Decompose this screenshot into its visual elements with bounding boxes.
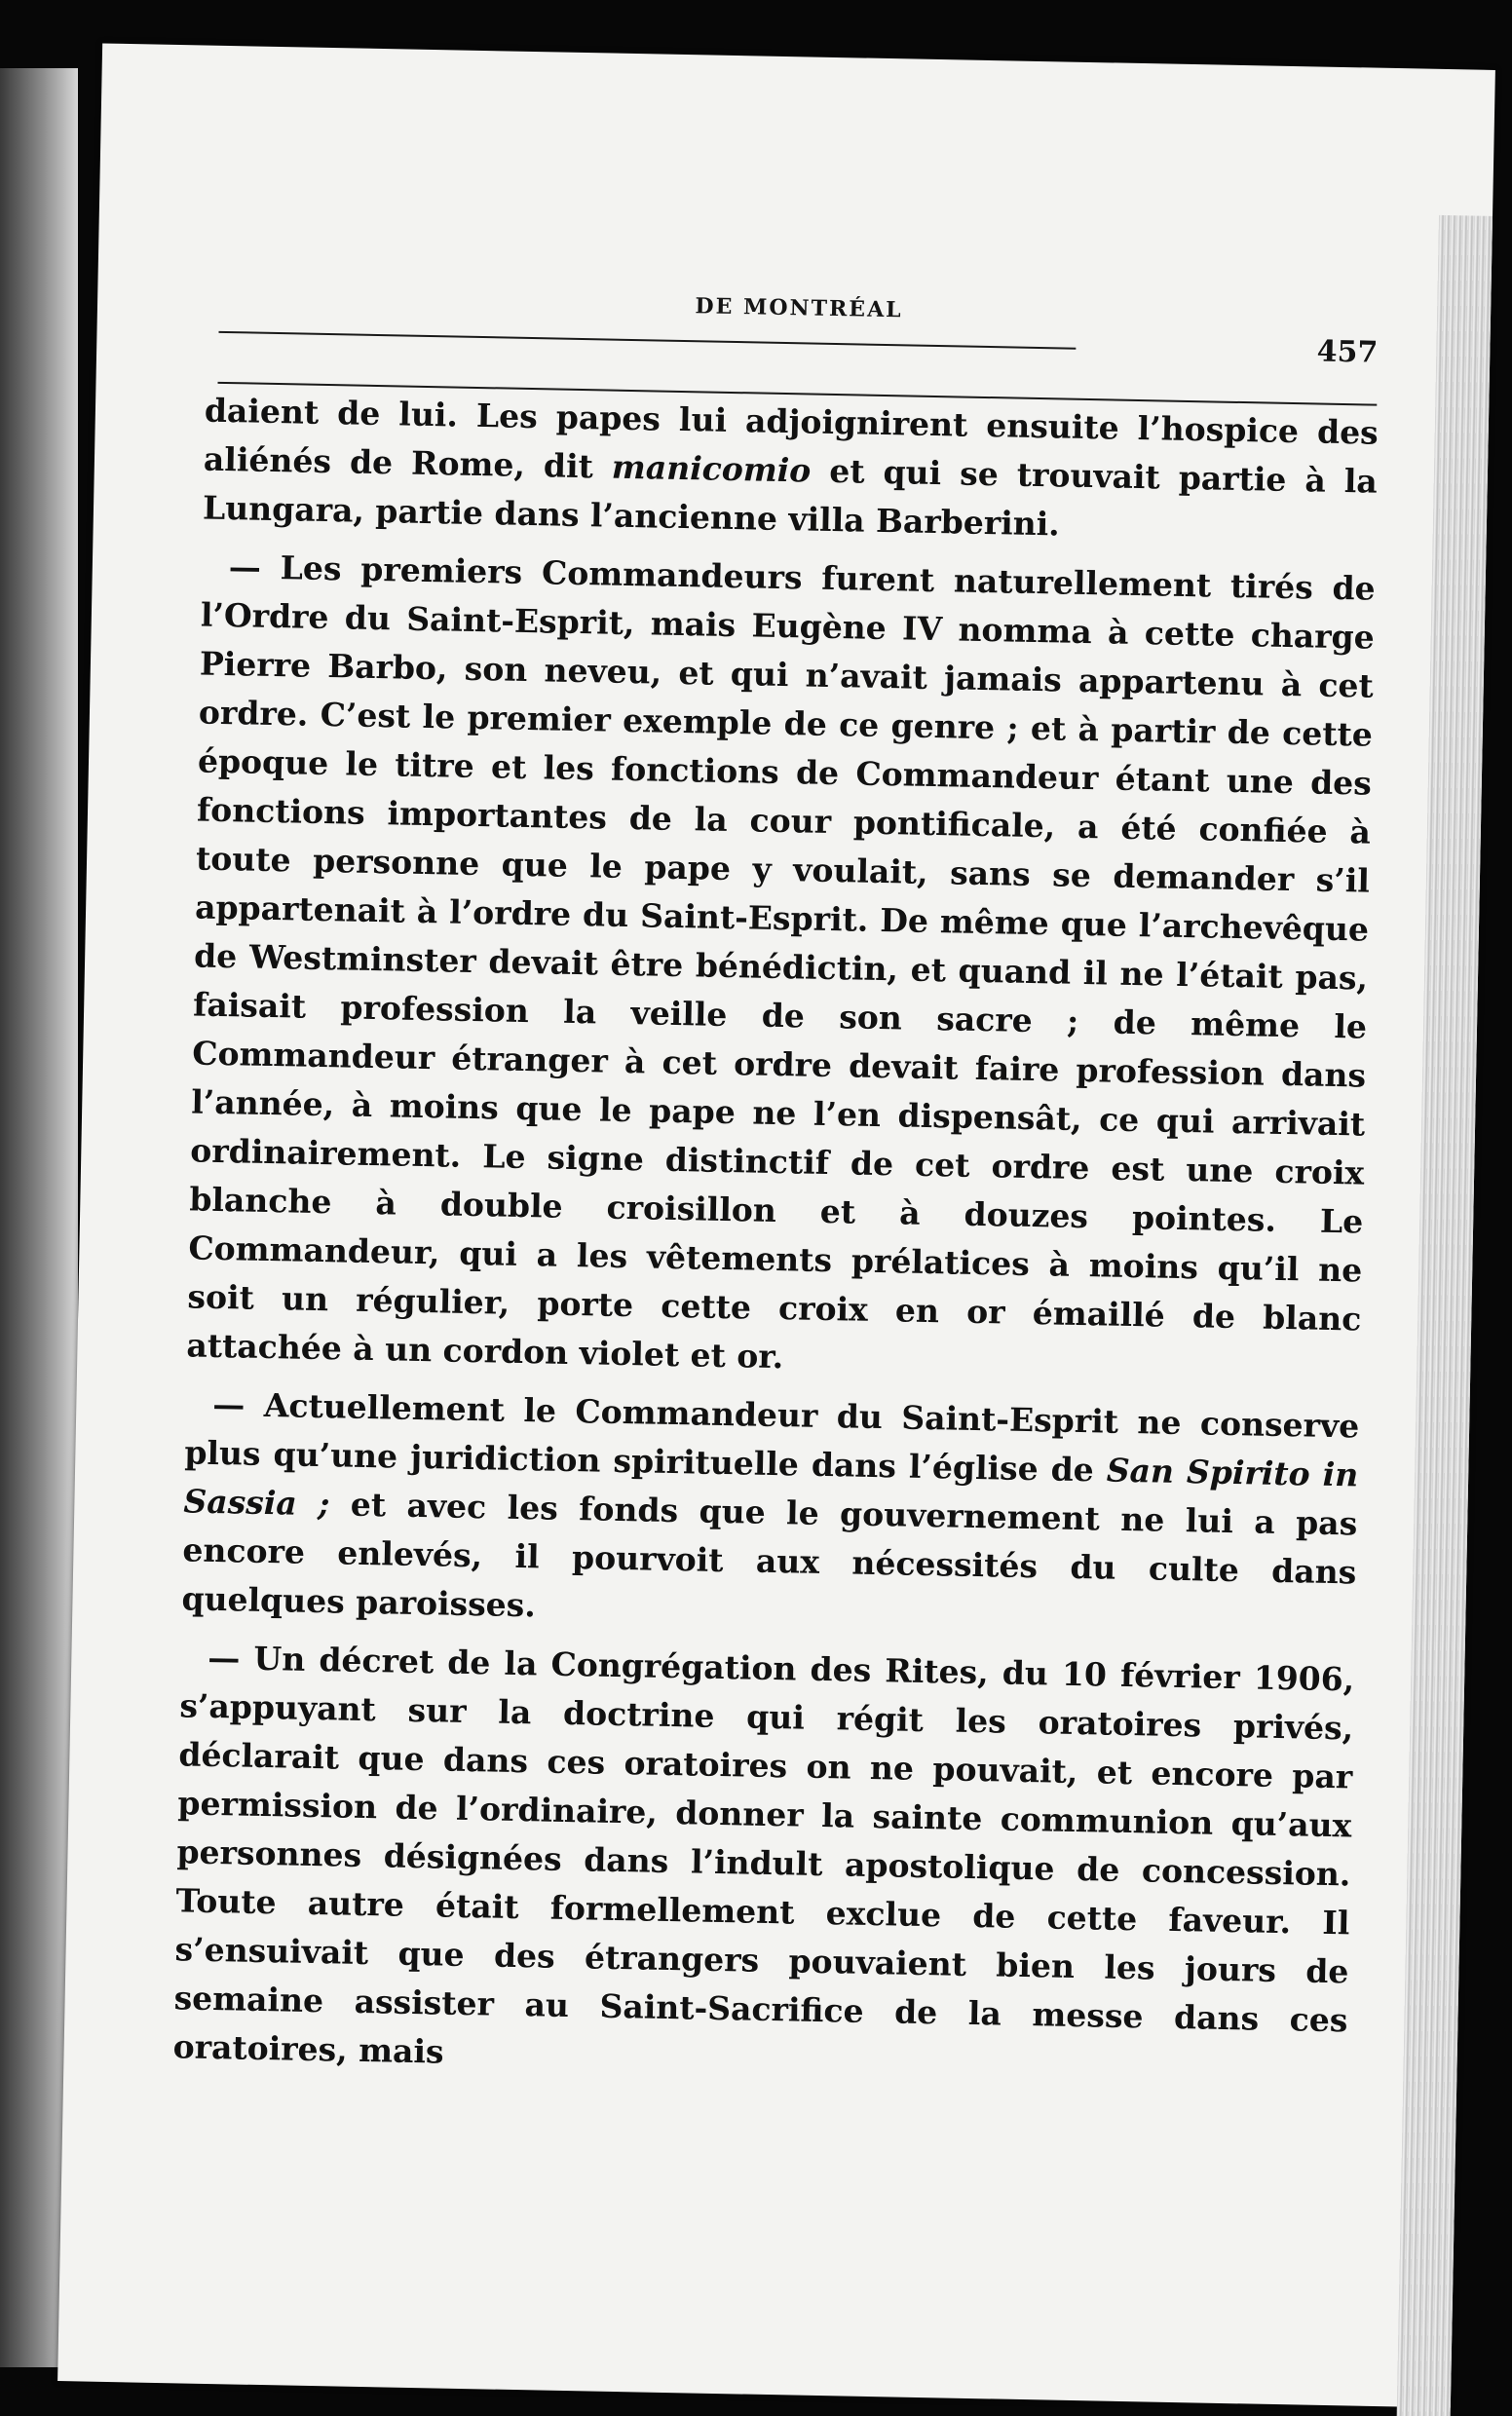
- running-title: DE MONTRÉAL: [695, 293, 903, 323]
- paragraph-3-text-b: et avec les fonds que le gouvernement ne lui a pas encore enlevés, il pourvoit aux nécessités du culte dans quelques paroisses.: [181, 1485, 1358, 1625]
- paragraph-3: [181, 1379, 1360, 1645]
- paragraph-1: [203, 387, 1380, 555]
- paragraph-2: — Les premiers Commandeurs furent naturellement tirés de l’Ordre du Saint-Esprit, mais Eugène IV nomma à cette charge Pierre Barbo, son neveu, et qui n’avait jamais appartenu à cet ordre. C’est le premier exemple de ce genre ; et à partir de cette époque le titre et les fonctions de Commandeur étant une des fonctions importantes de la cour pontificale, a été confiée à toute personne que le pape y voulait, sans se demander s’il appartenait à l’ordre du Saint-Esprit. De même que l’archevêque de Westminster devait être bénédictin, et quand il ne l’était pas, faisait profession la veille de son sacre ; de même le Commandeur étranger à cet ordre devait faire profession dans l’année, à moins que le pape ne l’en dispensât, ce qui arrivait ordinairement. Le signe distinctif de cet ordre est une croix blanche à double croisillon et à douzes pointes. Le Commandeur, qui a les vêtements prélatices à moins qu’il ne soit un régulier, porte cette croix en or émaillé de blanc attachée à un cordon violet et or.: [186, 547, 1377, 1377]
- book-page: [57, 43, 1495, 2407]
- header-rule: [218, 331, 1076, 350]
- paragraph-1-text-b: et qui se trouvait partie à la Lungara, partie dans l’ancienne villa Barberini.: [202, 451, 1379, 544]
- paragraph-3-text-a: — Actuellement le Commandeur du Saint-Esprit ne conserve plus qu’une juridiction spirituelle dans l’église de: [184, 1384, 1360, 1490]
- page-fore-edge: [1395, 215, 1493, 2416]
- paragraph-4: — Un décret de la Congrégation des Rites, du 10 février 1906, s’appuyant sur la doctrine qui régit les oratoires privés, déclarait que dans ces oratoires on ne pouvait, et encore par permission de l’ordinaire, donner la sainte communion qu’aux personnes désignées dans l’indult apostolique de concession. Toute autre était formellement exclue de cette faveur. Il s’ensuivait que des étrangers pouvaient bien les jours de semaine assister au Saint-Sacrifice de la messe dans ces oratoires, mais: [172, 1638, 1355, 2071]
- paragraph-1-italic: manicomio: [611, 447, 812, 490]
- paragraph-3-italic: San Spirito in Sassia ;: [183, 1451, 1359, 1524]
- page-header: [218, 255, 1380, 370]
- body-text: [172, 387, 1379, 2104]
- page-number: 457: [1316, 334, 1379, 370]
- paragraph-1-text-a: daient de lui. Les papes lui adjoignirent ensuite l’hospice des aliénés de Rome, dit: [203, 391, 1380, 486]
